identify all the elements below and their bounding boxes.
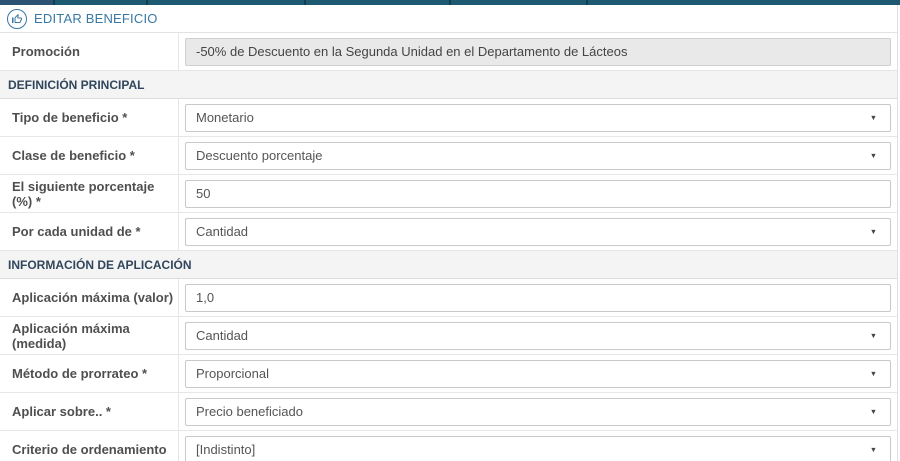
chevron-down-icon: ▼ — [869, 227, 878, 236]
edit-benefit-panel — [0, 5, 898, 461]
aplicar-sobre-select[interactable] — [185, 398, 891, 426]
chevron-down-icon: ▼ — [869, 151, 878, 160]
selected-value: [Indistinto] — [196, 442, 256, 457]
page-header — [0, 5, 897, 33]
selected-value: Cantidad — [196, 328, 249, 343]
browser-tab-strip — [0, 0, 900, 5]
field-row-promocion — [0, 33, 897, 71]
field-label: Criterio de ordenamiento — [0, 431, 179, 461]
aplicacion-maxima-medida-select[interactable] — [185, 322, 891, 350]
field-label: El siguiente porcentaje (%) * — [0, 175, 179, 212]
section-header-definicion-principal: DEFINICIÓN PRINCIPAL — [0, 71, 897, 99]
chevron-down-icon: ▼ — [869, 331, 878, 340]
field-row-criterio-ordenamiento — [0, 431, 897, 461]
selected-value: Descuento porcentaje — [196, 148, 323, 163]
selected-value: Monetario — [196, 110, 254, 125]
tab-strip-segment — [55, 0, 148, 5]
clase-de-beneficio-select[interactable] — [185, 142, 891, 170]
field-label: Método de prorrateo * — [0, 355, 179, 392]
section-header-informacion-de-aplicacion: INFORMACIÓN DE APLICACIÓN — [0, 251, 897, 279]
tab-strip-segment — [451, 0, 588, 5]
metodo-prorrateo-select[interactable] — [185, 360, 891, 388]
field-row-metodo-prorrateo — [0, 355, 897, 393]
field-label: Aplicar sobre.. * — [0, 393, 179, 430]
selected-value: Proporcional — [196, 366, 269, 381]
chevron-down-icon: ▼ — [869, 407, 878, 416]
field-label: Tipo de beneficio * — [0, 99, 179, 136]
tab-strip-segment — [588, 0, 900, 5]
field-row-aplicacion-maxima-medida — [0, 317, 897, 355]
criterio-ordenamiento-select[interactable] — [185, 436, 891, 461]
field-label: Promoción — [0, 33, 179, 70]
field-row-porcentaje — [0, 175, 897, 213]
porcentaje-input[interactable] — [185, 180, 891, 208]
field-row-clase-de-beneficio — [0, 137, 897, 175]
field-row-por-cada-unidad — [0, 213, 897, 251]
field-row-aplicacion-maxima-valor — [0, 279, 897, 317]
field-label: Aplicación máxima (valor) — [0, 279, 179, 316]
promocion-input — [185, 38, 891, 66]
tab-strip-segment — [0, 0, 55, 5]
field-row-tipo-de-beneficio — [0, 99, 897, 137]
selected-value: Cantidad — [196, 224, 249, 239]
aplicacion-maxima-valor-input[interactable] — [185, 284, 891, 312]
chevron-down-icon: ▼ — [869, 113, 878, 122]
field-row-aplicar-sobre — [0, 393, 897, 431]
page-title: EDITAR BENEFICIO — [34, 11, 158, 26]
tab-strip-segment — [306, 0, 451, 5]
tab-strip-segment — [148, 0, 306, 5]
field-label: Clase de beneficio * — [0, 137, 179, 174]
field-label: Aplicación máxima (medida) — [0, 317, 179, 354]
por-cada-unidad-select[interactable] — [185, 218, 891, 246]
thumbs-up-icon — [7, 9, 27, 29]
chevron-down-icon: ▼ — [869, 445, 878, 454]
tipo-de-beneficio-select[interactable] — [185, 104, 891, 132]
field-label: Por cada unidad de * — [0, 213, 179, 250]
selected-value: Precio beneficiado — [196, 404, 303, 419]
chevron-down-icon: ▼ — [869, 369, 878, 378]
